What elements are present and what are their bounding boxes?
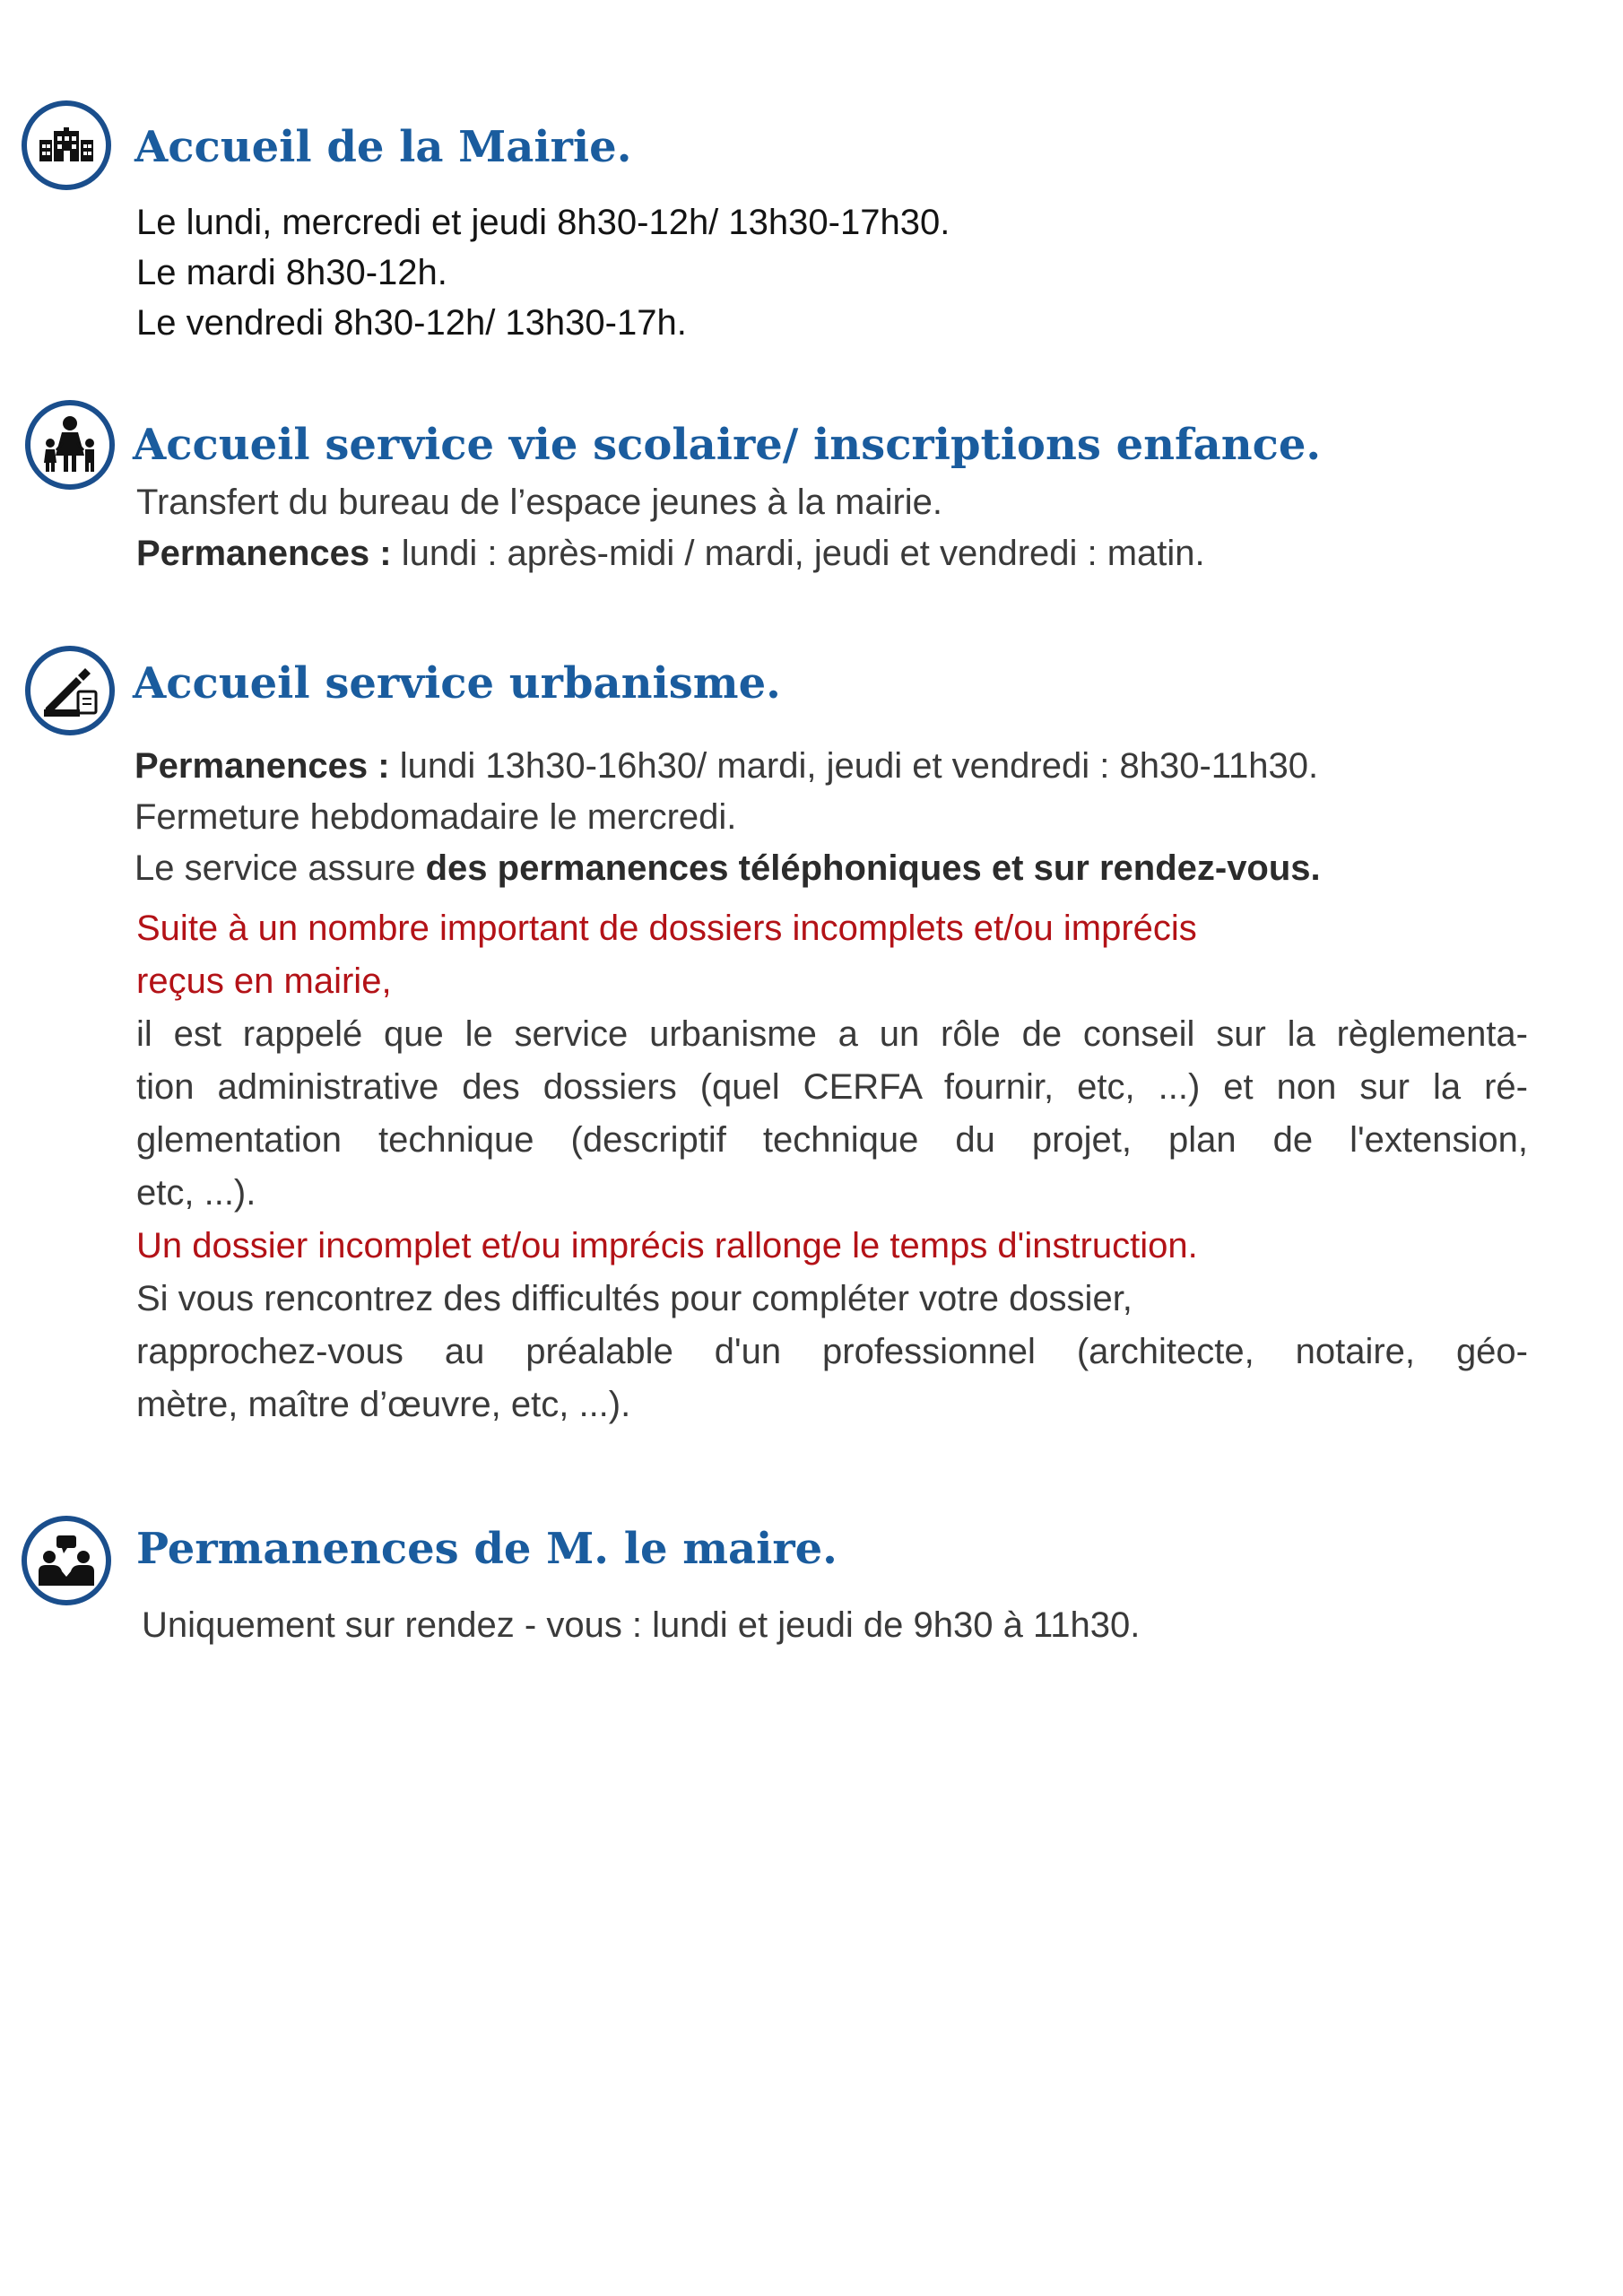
section-title-mairie: Accueil de la Mairie. (135, 122, 632, 172)
urbanisme-service (135, 843, 1321, 894)
mairie-hours-line: Le mardi 8h30-12h. (136, 253, 447, 292)
notice-paragraph-line: il est rappelé que le service urbanisme a un rôle de conseil sur la règlementa- (136, 1014, 1528, 1054)
permanences-text: lundi 13h30-16h30/ mardi, jeudi et vendredi : 8h30-11h30. (389, 746, 1319, 786)
section-title-scolaire: Accueil service vie scolaire/ inscriptions enfance. (133, 420, 1322, 470)
mairie-hours (136, 197, 950, 348)
notice-red-line: Suite à un nombre important de dossiers incomplets et/ou imprécis (136, 909, 1197, 948)
scolaire-permanences (136, 528, 1205, 579)
family-icon (25, 400, 115, 490)
scolaire-body (136, 477, 1205, 579)
section-title-maire: Permanences de M. le maire. (136, 1524, 838, 1574)
drafting-icon (25, 646, 115, 735)
permanences-label: Permanences : (136, 534, 392, 573)
scolaire-transfer-text: Transfert du bureau de l’espace jeunes à la mairie. (136, 483, 943, 522)
mairie-hours-line: Le lundi, mercredi et jeudi 8h30-12h/ 13h30-17h30. (136, 203, 950, 242)
notice-paragraph-line: rapprochez-vous au préalable d'un professionnel (architecte, notaire, géo- (136, 1332, 1528, 1371)
urbanisme-permanences (135, 741, 1321, 792)
maire-body (142, 1600, 1140, 1651)
service-bold: des permanences téléphoniques et sur rendez-vous. (425, 848, 1321, 888)
notice-paragraph-line: tion administrative des dossiers (quel CERFA fournir, etc, ...) et non sur la ré- (136, 1067, 1528, 1107)
urbanisme-closing: Fermeture hebdomadaire le mercredi. (135, 797, 737, 837)
urbanisme-notice (136, 902, 1528, 1431)
urbanisme-schedule (135, 741, 1321, 894)
section-title-urbanisme: Accueil service urbanisme. (133, 658, 781, 709)
notice-paragraph-line: Si vous rencontrez des difficultés pour compléter votre dossier, (136, 1279, 1133, 1318)
maire-appointment-text: Uniquement sur rendez - vous : lundi et jeudi de 9h30 à 11h30. (142, 1605, 1141, 1645)
notice-red-line: reçus en mairie, (136, 961, 392, 1001)
notice-red-line: Un dossier incomplet et/ou imprécis rallonge le temps d'instruction. (136, 1226, 1198, 1265)
permanences-label: Permanences : (135, 746, 390, 786)
town-hall-icon (22, 100, 111, 190)
notice-paragraph-line: mètre, maître d’œuvre, etc, ...). (136, 1385, 631, 1424)
notice-paragraph-line: glementation technique (descriptif technique du projet, plan de l'extension, (136, 1120, 1528, 1160)
meeting-icon (22, 1516, 111, 1605)
notice-paragraph-line: etc, ...). (136, 1173, 256, 1213)
service-prefix: Le service assure (135, 848, 426, 888)
mairie-hours-line: Le vendredi 8h30-12h/ 13h30-17h. (136, 303, 687, 343)
permanences-text: lundi : après-midi / mardi, jeudi et vendredi : matin. (391, 534, 1205, 573)
